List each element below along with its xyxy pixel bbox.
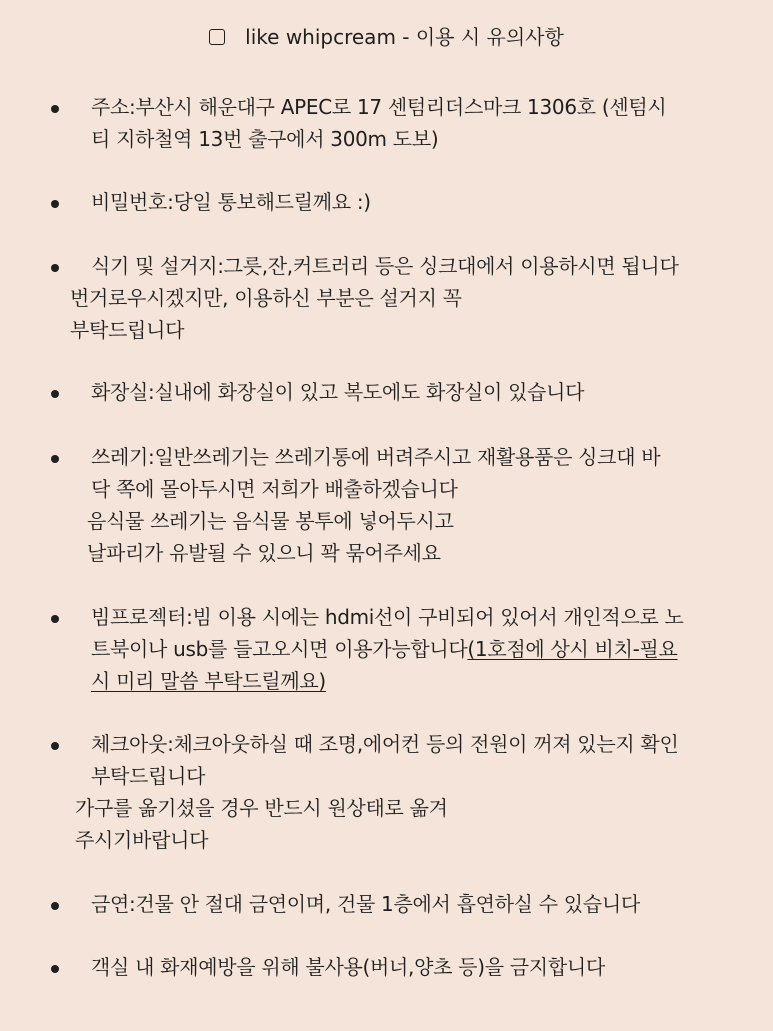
trash-line-1: 쓰레기:일반쓰레기는 쓰레기통에 버려주시고 재활용품은 싱크대 바 <box>91 445 661 469</box>
no-smoking-line-1: 금연:건물 안 절대 금연이며, 건물 1층에서 흡연하실 수 있습니다 <box>91 892 640 916</box>
projector-line-1: 빔프로젝터:빔 이용 시에는 hdmi선이 구비되어 있어서 개인적으로 노 <box>91 605 684 629</box>
trash-line-4: 날파리가 유발될 수 있으니 꽉 묶어주세요 <box>87 541 441 565</box>
projector-line-2 <box>91 634 678 664</box>
bullet-icon <box>51 105 59 113</box>
password-line-1: 비밀번호:당일 통보해드릴께요 :) <box>91 190 371 214</box>
checkout-line-2: 부탁드립니다 <box>91 764 206 788</box>
bullet-icon <box>51 200 59 208</box>
bullet-icon <box>51 390 59 398</box>
restroom-line-1: 화장실:실내에 화장실이 있고 복도에도 화장실이 있습니다 <box>91 380 585 404</box>
notice-title-text: like whipcream - 이용 시 유의사항 <box>245 25 564 49</box>
checkout-line-3: 가구를 옮기셨을 경우 반드시 원상태로 옮겨 <box>75 796 448 820</box>
checkout-line-1: 체크아웃:체크아웃하실 때 조명,에어컨 등의 전원이 꺼져 있는지 확인 <box>91 732 679 756</box>
trash-line-3: 음식물 쓰레기는 음식물 봉투에 넣어두시고 <box>87 509 454 533</box>
fire-prevention-line-1: 객실 내 화재예방을 위해 불사용(버너,양초 등)을 금지합니다 <box>91 955 605 979</box>
address-line-2: 티 지하철역 13번 출구에서 300m 도보) <box>91 127 439 151</box>
bullet-icon <box>51 965 59 973</box>
bullet-icon <box>51 615 59 623</box>
dishes-line-3: 부탁드립니다 <box>70 318 185 342</box>
bullet-icon <box>51 455 59 463</box>
bullet-icon <box>51 902 59 910</box>
bullet-icon <box>51 742 59 750</box>
bullet-icon <box>51 264 59 272</box>
checkbox-icon <box>209 29 225 45</box>
dishes-line-2: 번거로우시겠지만, 이용하신 부분은 설거지 꼭 <box>70 286 462 310</box>
checkout-line-4: 주시기바랍니다 <box>75 828 209 852</box>
dishes-line-1: 식기 및 설거지:그릇,잔,커트러리 등은 싱크대에서 이용하시면 됩니다 <box>91 254 679 278</box>
projector-line-3: 시 미리 말씀 부탁드릴께요) <box>91 669 326 693</box>
trash-line-2: 닥 쪽에 몰아두시면 저희가 배출하겠습니다 <box>91 477 458 501</box>
projector-line-2-text: 트북이나 usb를 들고오시면 이용가능합니다 <box>91 637 468 661</box>
address-line-1: 주소:부산시 해운대구 APEC로 17 센텀리더스마크 1306호 (센텀시 <box>91 95 667 119</box>
projector-note-underlined: (1호점에 상시 비치-필요 <box>467 637 678 661</box>
notice-title <box>0 22 773 52</box>
